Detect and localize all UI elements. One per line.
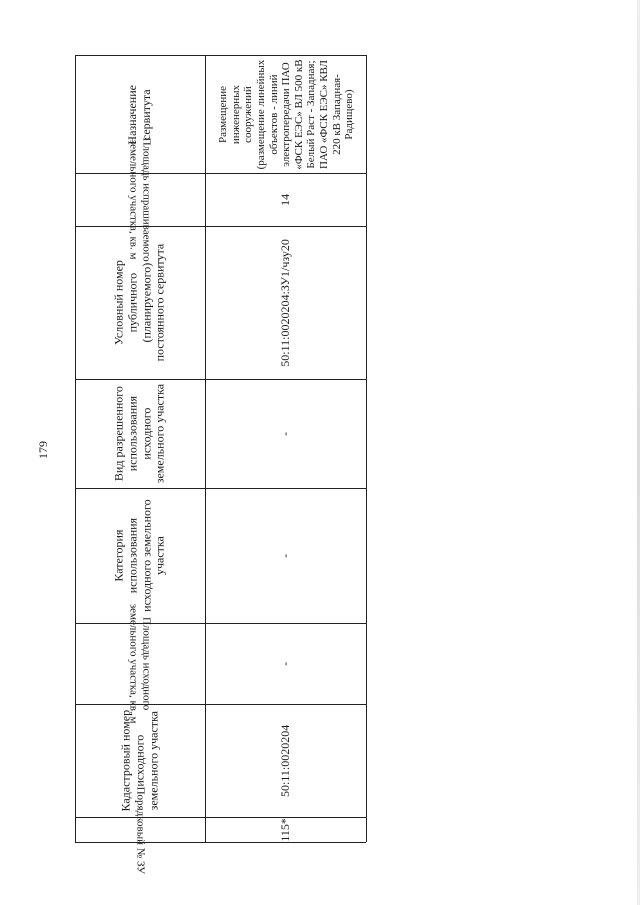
row-cadastral-cell (206, 705, 366, 817)
header-cadastral: Кадастровый номер исходного земельного участка (118, 710, 160, 812)
header-permitted-use-cell (75, 380, 205, 488)
row-conditional-number-cell (206, 227, 366, 379)
row-conditional-number: 50:11:0020204:ЗУ1/чзу20 (278, 239, 293, 367)
row-category: - (278, 553, 293, 558)
header-area-original: Площадь исходного земельного участка, кв. м (128, 604, 153, 724)
row-area-original: - (278, 661, 293, 666)
header-serial-cell (75, 786, 205, 874)
header-conditional-number-cell (75, 227, 205, 379)
header-conditional-number: Условный номер публичного (планируемого) постоянного сервитута (111, 244, 167, 362)
row-area-requested: 14 (278, 193, 293, 206)
row-serial: 115* (278, 818, 293, 842)
col-line-9 (75, 842, 366, 843)
row-permitted-use-cell (206, 380, 366, 488)
table-border-right (366, 55, 367, 842)
page-number: 179 (36, 441, 50, 459)
row-category-cell (206, 489, 366, 623)
row-permitted-use: - (278, 431, 293, 436)
header-area-requested: Площадь испрашиваемого земельного участка, кв. м (128, 137, 153, 263)
header-category: Категория использования исходного земельного участка (111, 499, 167, 613)
row-serial-cell (206, 818, 366, 842)
row-cadastral: 50:11:0020204 (278, 724, 293, 798)
row-purpose-cell (206, 56, 366, 173)
header-area-requested-cell (75, 137, 205, 263)
row-purpose: Размещение инженерных сооружений (размещение линейных объектов - линий электропередачи ПАО «ФСК ЕЭС» ВЛ 500 кВ Белый Раст - Западная; ПАО «ФСК ЕЭС» КВЛ 220 кВ Западная-Радищево) (216, 59, 355, 170)
header-purpose: Назначение сервитута (125, 84, 153, 145)
row-area-original-cell (206, 624, 366, 704)
header-permitted-use: Вид разрешенного использования исходного земельного участка (111, 384, 167, 484)
header-area-original-cell (75, 604, 205, 724)
header-serial: Порядковый № ЗУ (134, 786, 147, 874)
row-area-requested-cell (206, 174, 366, 226)
